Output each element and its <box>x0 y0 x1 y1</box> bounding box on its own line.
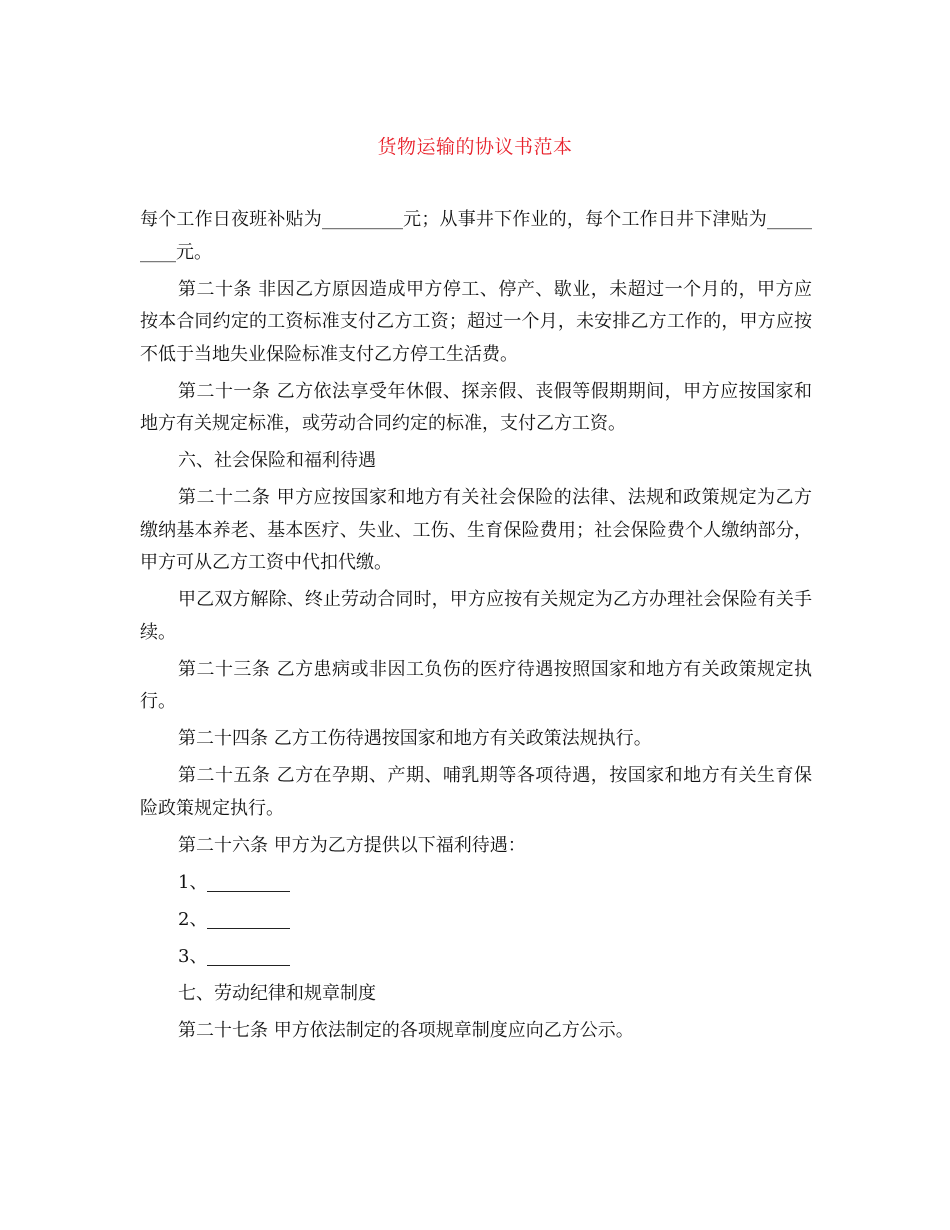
list-item <box>140 904 812 937</box>
paragraph-article-21: 第二十一条 乙方依法享受年休假、探亲假、丧假等假期期间，甲方应按国家和地方有关规定标准，或劳动合同约定的标准，支付乙方工资。 <box>140 380 812 434</box>
list-item <box>140 867 812 900</box>
document-body <box>140 204 812 1052</box>
list-item-number: 3、 <box>178 945 208 967</box>
paragraph-article-27: 第二十七条 甲方依法制定的各项规章制度应向乙方公示。 <box>178 1019 634 1041</box>
paragraph-article-23: 第二十三条 乙方患病或非因工负伤的医疗待遇按照国家和地方有关政策规定执行。 <box>140 658 812 712</box>
list-item-number: 2、 <box>178 908 208 930</box>
fill-blank: _________ <box>140 209 812 263</box>
paragraph-article-20: 第二十条 非因乙方原因造成甲方停工、停产、歇业，未超过一个月的，甲方应按本合同约定的工资标准支付乙方工资；超过一个月，未安排乙方工作的，甲方应按不低于当地失业保险标准支付乙方停工生活费。 <box>140 278 812 365</box>
text-segment: 每个工作日夜班补贴为 <box>140 209 322 230</box>
paragraph-article-25: 第二十五条 乙方在孕期、产期、哺乳期等各项待遇，按国家和地方有关生育保险政策规定执行。 <box>140 765 812 819</box>
text-segment: 元；从事井下作业的，每个工作日井下津贴为 <box>402 209 767 230</box>
paragraph-article-26: 第二十六条 甲方为乙方提供以下福利待遇： <box>178 834 526 856</box>
document-title: 货物运输的协议书范本 <box>377 136 573 158</box>
list-item-number: 1、 <box>178 871 208 893</box>
section-heading-labor-discipline: 七、劳动纪律和规章制度 <box>178 982 376 1004</box>
fill-blank <box>207 873 290 892</box>
fill-blank: _________ <box>321 209 403 230</box>
paragraph-night-shift-allowance <box>140 204 812 269</box>
fill-blank <box>207 910 290 929</box>
paragraph-article-24: 第二十四条 乙方工伤待遇按国家和地方有关政策法规执行。 <box>178 728 652 749</box>
fill-blank <box>207 947 290 966</box>
paragraph-article-22: 第二十二条 甲方应按国家和地方有关社会保险的法律、法规和政策规定为乙方缴纳基本养老、基本医疗、失业、工伤、生育保险费用；社会保险费个人缴纳部分，甲方可从乙方工资中代扣代缴。 <box>140 487 812 573</box>
paragraph-termination-insurance: 甲乙双方解除、终止劳动合同时，甲方应按有关规定为乙方办理社会保险有关手续。 <box>140 589 812 643</box>
list-item <box>140 941 812 974</box>
text-segment: 元。 <box>176 241 212 263</box>
section-heading-social-insurance: 六、社会保险和福利待遇 <box>178 450 376 471</box>
